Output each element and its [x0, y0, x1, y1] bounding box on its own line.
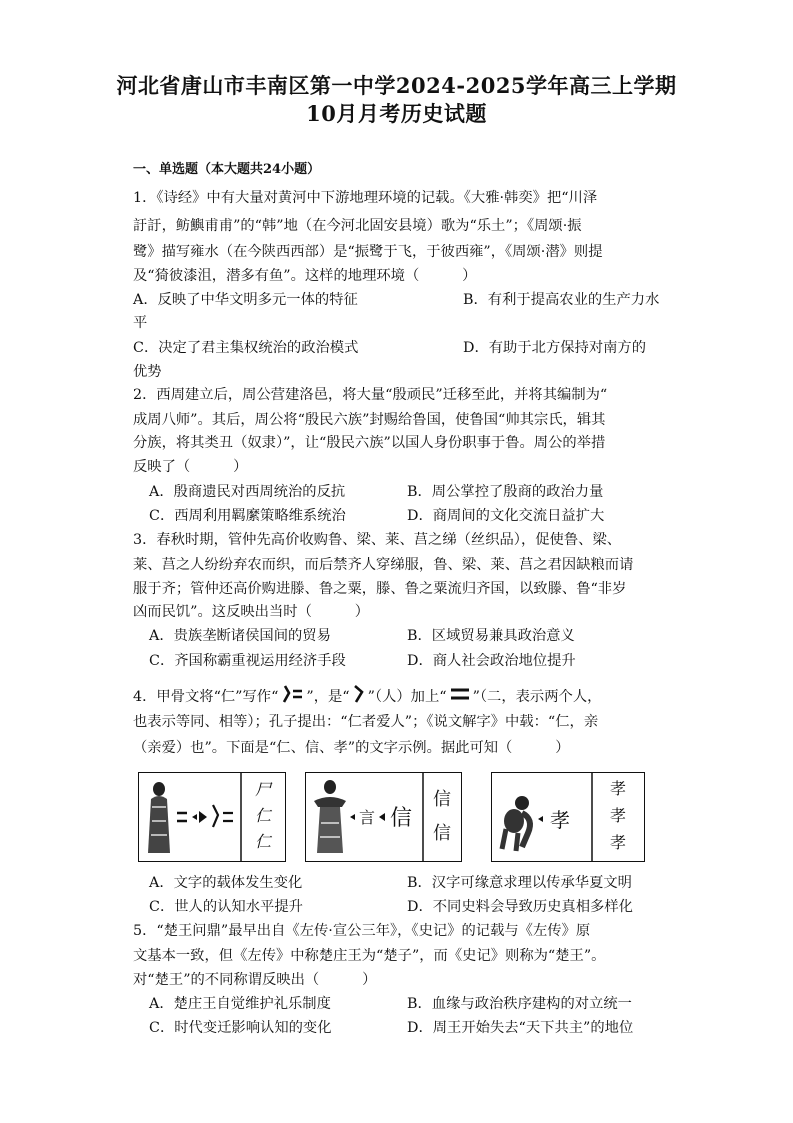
- q1-line-4: 及“猗彼漆沮，潜多有鱼”。这样的地理环境（ ）: [133, 268, 477, 284]
- q5-option-d: D．周王开始失去“天下共主”的地位: [407, 1020, 634, 1036]
- q1-option-d: D．有助于北方保持对南方的: [463, 340, 647, 356]
- character-panel-ren: [138, 772, 286, 862]
- q4-line-1-part-c: ”（人）加上“: [367, 689, 447, 705]
- q5-line-3: 对“楚王”的不同称谓反映出（ ）: [133, 972, 377, 988]
- q4-line-1-part-a: 4．甲骨文将“仁”写作“: [133, 689, 279, 705]
- q1-option-b: B．有利于提高农业的生产力水: [463, 292, 660, 308]
- xin-bronze-glyph: 信: [390, 806, 413, 831]
- panel1-char-2: 仁: [254, 806, 271, 825]
- page-title-line2: 10月月考历史试题: [306, 101, 487, 126]
- q4-line-1: [133, 684, 601, 710]
- q2-line-4: 反映了（ ）: [133, 459, 248, 475]
- oracle-ren-benevolence-icon: [280, 684, 304, 710]
- q4-option-b: B．汉字可缘意求理以传承华夏文明: [407, 875, 632, 891]
- q5-line-2: 文基本一致，但《左传》中称楚庄王为“楚子”，而《史记》则称为“楚王”。: [133, 948, 606, 964]
- q4-line-1-part-b: ”，是“: [306, 689, 350, 705]
- q3-line-4: 凶而民饥”。这反映出当时（ ）: [133, 604, 370, 620]
- q2-line-1: 2．西周建立后，周公营建洛邑，将大量“殷顽民”迁移至此，并将其编制为“: [133, 387, 608, 403]
- q4-line-3: （亲爱）也”。下面是“仁、信、孝”的文字示例。据此可知（ ）: [133, 740, 570, 756]
- q5-option-c: C．时代变迁影响认知的变化: [149, 1020, 332, 1036]
- q2-line-3: 分族，将其类丑（奴隶）”，让“殷民六族”以国人身份职事于鲁。周公的举措: [133, 435, 606, 451]
- q2-option-c: C．西周利用羁縻策略维系统治: [149, 508, 346, 524]
- q1-line-3: 鹭》描写雍水（在今陕西西部）是“振鹭于飞，于彼西雍”，《周颂·潜》则提: [133, 244, 603, 260]
- panel2-char-2: 信: [433, 823, 451, 844]
- q3-option-c: C．齐国称霸重视运用经济手段: [149, 653, 346, 669]
- section-heading: 一、单选题（本大题共24小题）: [133, 162, 321, 177]
- q1-option-d-wrap: 优势: [133, 364, 162, 380]
- character-panel-xin: [305, 772, 462, 862]
- q4-option-c: C．世人的认知水平提升: [149, 899, 303, 915]
- panel1-char-1: 尸: [254, 780, 271, 799]
- panel3-char-1: 孝: [609, 779, 626, 798]
- xiao-glyph: 孝: [550, 808, 570, 832]
- q3-line-3: 服于齐；管仲还高价购进滕、鲁之粟，滕、鲁之粟流归齐国，以致滕、鲁“非岁: [133, 581, 627, 597]
- q2-option-b: B．周公掌控了殷商的政治力量: [407, 484, 604, 500]
- q4-option-a: A．文字的载体发生变化: [149, 875, 303, 891]
- q1-line-1: 1．《诗经》中有大量对黄河中下游地理环境的记载。《大雅·韩奕》把“川泽: [133, 190, 598, 206]
- q2-option-a: A．殷商遗民对西周统治的反抗: [149, 484, 346, 500]
- q1-option-c: C．决定了君主集权统治的政治模式: [133, 340, 359, 356]
- q1-option-a: A．反映了中华文明多元一体的特征: [133, 292, 358, 308]
- q3-line-1: 3．春秋时期，管仲先高价收购鲁、梁、莱、莒之绨（丝织品），促使鲁、梁、: [133, 532, 622, 548]
- q4-line-2: 也表示等同、相等）；孔子提出：“仁者爱人”；《说文解字》中载：“仁，亲: [133, 714, 599, 730]
- q2-option-d: D．商周间的文化交流日益扩大: [407, 508, 605, 524]
- q5-option-a: A．楚庄王自觉维护礼乐制度: [149, 996, 331, 1012]
- panel1-char-3: 仁: [254, 832, 271, 851]
- oracle-person-icon: [352, 684, 366, 710]
- page-title-line1: 河北省唐山市丰南区第一中学2024-2025学年高三上学期: [116, 73, 677, 98]
- q5-option-b: B．血缘与政治秩序建构的对立统一: [407, 996, 632, 1012]
- q3-line-2: 莱、莒之人纷纷弃农而织，而后禁齐人穿绨服，鲁、梁、莱、莒之君因缺粮而请: [133, 557, 634, 573]
- q1-line-2: 訏訏，鲂鱮甫甫”的“韩”地（在今河北固安县境）歌为“乐土”；《周颂·振: [133, 218, 582, 234]
- panel3-char-3: 孝: [609, 833, 626, 852]
- q2-line-2: 成周八师”。其后，周公将“殷民六族”封赐给鲁国，使鲁国“帅其宗氏，辑其: [133, 412, 606, 428]
- oracle-two-icon: [449, 684, 471, 710]
- q3-option-b: B．区域贸易兼具政治意义: [407, 628, 575, 644]
- q4-line-1-part-d: ”（二，表示两个人，: [472, 689, 602, 705]
- character-panel-xiao: [491, 772, 645, 862]
- panel3-char-2: 孝: [609, 806, 626, 825]
- q5-line-1: 5．“楚王问鼎”最早出自《左传·宣公三年》，《史记》的记载与《左传》原: [133, 923, 591, 939]
- panel2-char-1: 信: [433, 789, 451, 810]
- q1-option-b-wrap: 平: [133, 315, 148, 331]
- xin-oracle-glyph: 言: [359, 808, 376, 827]
- q3-option-a: A．贵族垄断诸侯国间的贸易: [149, 628, 331, 644]
- q3-option-d: D．商人社会政治地位提升: [407, 653, 576, 669]
- q4-option-d: D．不同史料会导致历史真相多样化: [407, 899, 633, 915]
